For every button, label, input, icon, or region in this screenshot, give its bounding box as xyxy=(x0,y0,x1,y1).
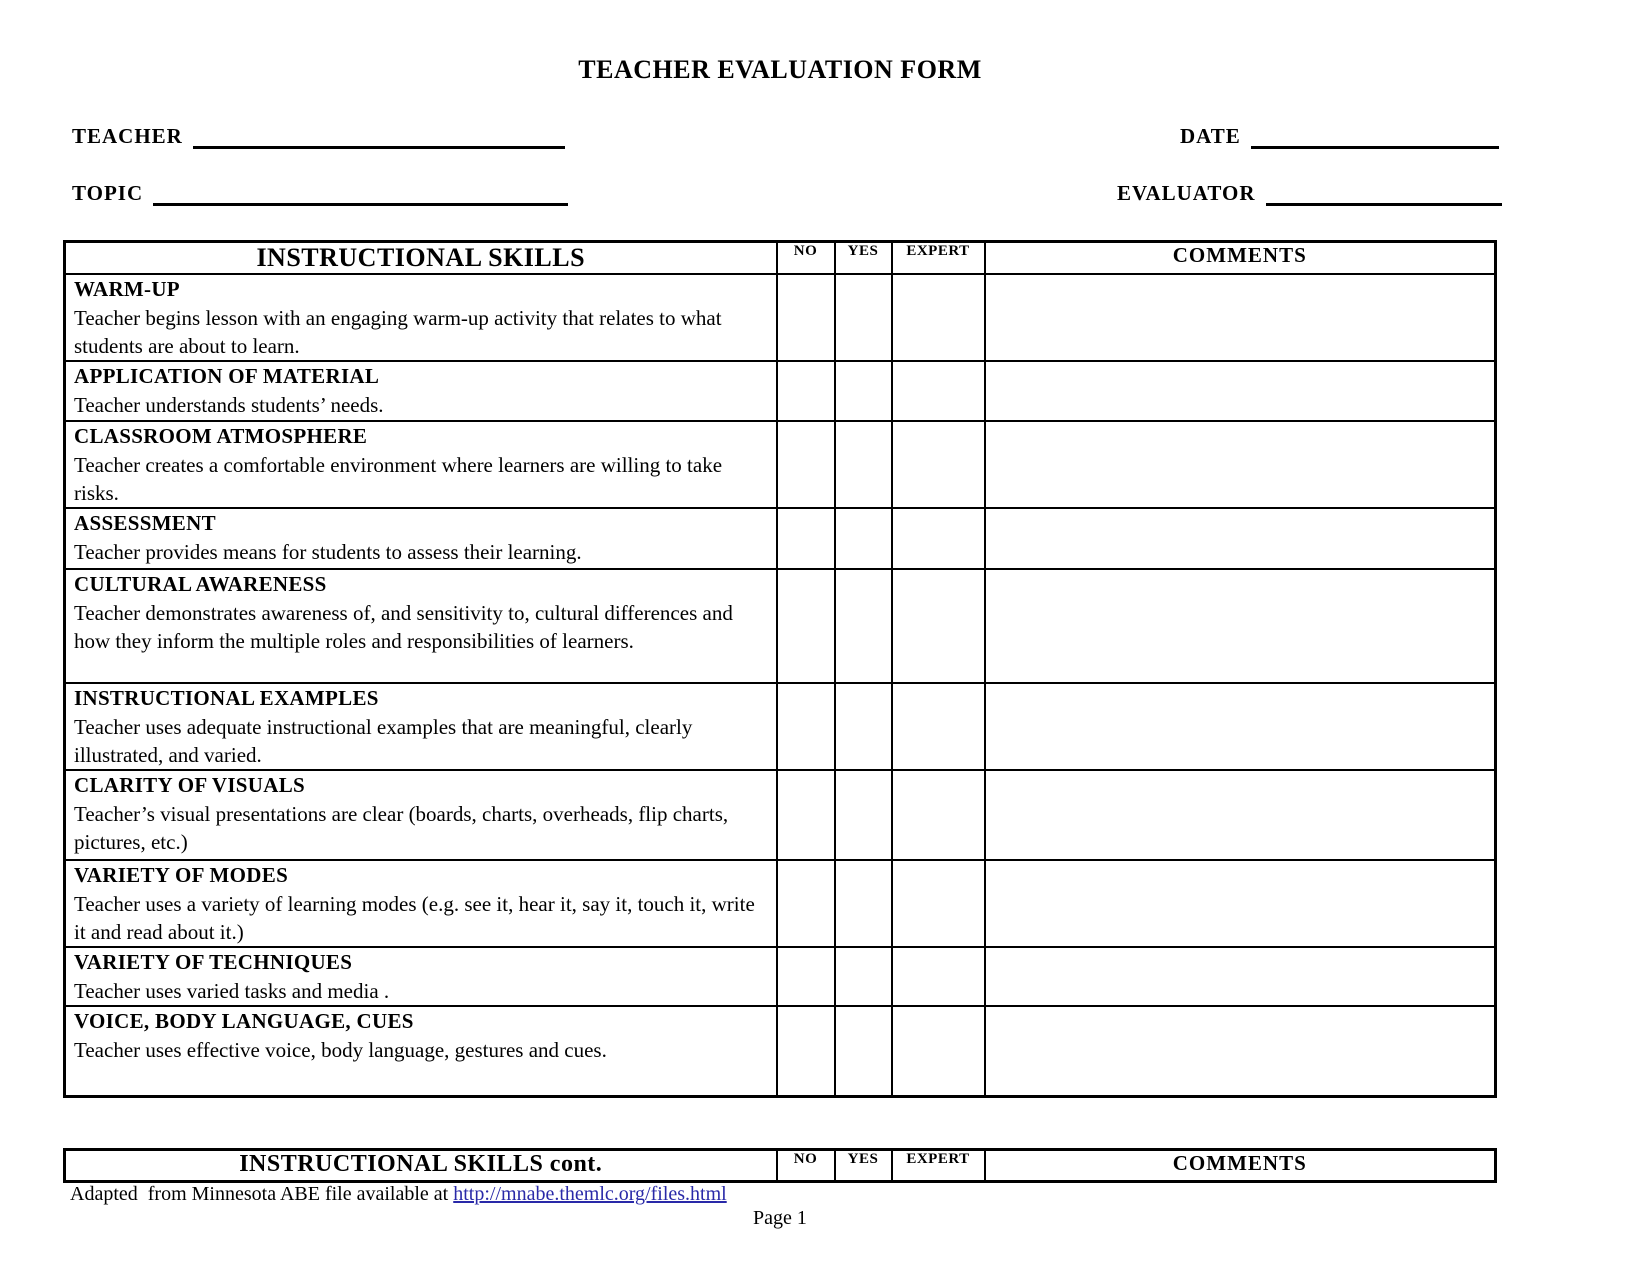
rating-cell-no[interactable] xyxy=(777,274,835,361)
skill-description: Teacher’s visual presentations are clear (boards, charts, overheads, flip charts, pictures, etc.) xyxy=(74,802,729,854)
rating-cell-yes[interactable] xyxy=(835,274,892,361)
skill-description: Teacher provides means for students to assess their learning. xyxy=(74,540,582,564)
skill-title: INSTRUCTIONAL EXAMPLES xyxy=(74,686,379,710)
skill-cell xyxy=(65,569,777,683)
teacher-field-label: TEACHER xyxy=(72,124,183,148)
instructional-skills-cont-table xyxy=(63,1148,1497,1183)
comments-cell[interactable] xyxy=(985,569,1496,683)
skill-cell xyxy=(65,274,777,361)
rating-cell-yes[interactable] xyxy=(835,860,892,947)
table-row xyxy=(65,569,1496,683)
rating-cell-no[interactable] xyxy=(777,947,835,1006)
comments-cell[interactable] xyxy=(985,860,1496,947)
rating-cell-no[interactable] xyxy=(777,421,835,508)
date-field-label: DATE xyxy=(1180,124,1241,148)
skills-header-cell: INSTRUCTIONAL SKILLS xyxy=(65,242,777,275)
skill-title: ASSESSMENT xyxy=(74,511,216,535)
skill-cell xyxy=(65,860,777,947)
yes-header-cell: YES xyxy=(835,242,892,275)
rating-cell-expert[interactable] xyxy=(892,508,985,569)
rating-cell-expert[interactable] xyxy=(892,1006,985,1096)
evaluator-field-line[interactable] xyxy=(1266,179,1502,206)
evaluator-field-label: EVALUATOR xyxy=(1117,181,1256,205)
skill-description: Teacher begins lesson with an engaging warm-up activity that relates to what students are about to learn. xyxy=(74,306,722,358)
table-row xyxy=(65,421,1496,508)
rating-cell-yes[interactable] xyxy=(835,569,892,683)
table-header-row xyxy=(65,242,1496,275)
rating-cell-yes[interactable] xyxy=(835,683,892,770)
rating-cell-no[interactable] xyxy=(777,770,835,860)
skill-cell xyxy=(65,421,777,508)
comments-header-cell: COMMENTS xyxy=(985,242,1496,275)
topic-field-line[interactable] xyxy=(153,179,568,206)
skill-cell xyxy=(65,770,777,860)
rating-cell-yes[interactable] xyxy=(835,508,892,569)
rating-cell-no[interactable] xyxy=(777,569,835,683)
skill-description: Teacher understands students’ needs. xyxy=(74,393,384,417)
rating-cell-expert[interactable] xyxy=(892,770,985,860)
skill-cell xyxy=(65,683,777,770)
topic-field-label: TOPIC xyxy=(72,181,144,205)
rating-cell-yes[interactable] xyxy=(835,947,892,1006)
comments-cell[interactable] xyxy=(985,508,1496,569)
rating-cell-yes[interactable] xyxy=(835,1006,892,1096)
attribution-text xyxy=(70,1183,727,1206)
table-row xyxy=(65,683,1496,770)
skill-description: Teacher demonstrates awareness of, and sensitivity to, cultural differences and how they inform the multiple roles and responsibilities of learners. xyxy=(74,601,733,653)
topic-field xyxy=(72,179,568,206)
skill-title: APPLICATION OF MATERIAL xyxy=(74,364,380,388)
rating-cell-no[interactable] xyxy=(777,683,835,770)
rating-cell-yes[interactable] xyxy=(835,770,892,860)
comments-cell[interactable] xyxy=(985,770,1496,860)
page-number: Page 1 xyxy=(753,1207,807,1229)
table-row xyxy=(65,508,1496,569)
yes-header-cell: YES xyxy=(835,1150,892,1182)
skill-title: CLARITY OF VISUALS xyxy=(74,773,306,797)
rating-cell-no[interactable] xyxy=(777,508,835,569)
date-field-line[interactable] xyxy=(1251,122,1499,149)
skill-description: Teacher creates a comfortable environment where learners are willing to take risks. xyxy=(74,453,723,505)
rating-cell-expert[interactable] xyxy=(892,947,985,1006)
rating-cell-expert[interactable] xyxy=(892,683,985,770)
skill-title: VARIETY OF MODES xyxy=(74,863,289,887)
comments-cell[interactable] xyxy=(985,361,1496,421)
skill-cell xyxy=(65,361,777,421)
rating-cell-expert[interactable] xyxy=(892,361,985,421)
no-header-cell: NO xyxy=(777,242,835,275)
date-field xyxy=(1180,122,1499,149)
rating-cell-no[interactable] xyxy=(777,1006,835,1096)
comments-cell[interactable] xyxy=(985,947,1496,1006)
comments-header-cell: COMMENTS xyxy=(985,1150,1496,1182)
skill-cell xyxy=(65,1006,777,1096)
comments-cell[interactable] xyxy=(985,274,1496,361)
teacher-field xyxy=(72,122,565,149)
comments-cell[interactable] xyxy=(985,683,1496,770)
table-row xyxy=(65,770,1496,860)
skill-title: VARIETY OF TECHNIQUES xyxy=(74,950,353,974)
attribution-prefix: Adapted from Minnesota ABE file available at xyxy=(70,1183,454,1205)
instructional-skills-table xyxy=(63,240,1497,1098)
skill-description: Teacher uses effective voice, body language, gestures and cues. xyxy=(74,1038,607,1062)
skill-cell xyxy=(65,508,777,569)
expert-header-cell: EXPERT xyxy=(892,242,985,275)
skill-description: Teacher uses varied tasks and media . xyxy=(74,979,390,1003)
skill-title: CLASSROOM ATMOSPHERE xyxy=(74,424,368,448)
skill-description: Teacher uses adequate instructional examples that are meaningful, clearly illustrated, and varied. xyxy=(74,715,693,767)
table-row xyxy=(65,947,1496,1006)
skill-description: Teacher uses a variety of learning modes (e.g. see it, hear it, say it, touch it, write it and read about it.) xyxy=(74,892,755,944)
expert-header-cell: EXPERT xyxy=(892,1150,985,1182)
comments-cell[interactable] xyxy=(985,421,1496,508)
skill-title: CULTURAL AWARENESS xyxy=(74,572,327,596)
rating-cell-expert[interactable] xyxy=(892,860,985,947)
skill-title: WARM-UP xyxy=(74,277,180,301)
rating-cell-expert[interactable] xyxy=(892,274,985,361)
rating-cell-yes[interactable] xyxy=(835,421,892,508)
table-row xyxy=(65,1006,1496,1096)
table-row xyxy=(65,361,1496,421)
table-cont-header-row xyxy=(65,1150,1496,1182)
rating-cell-expert[interactable] xyxy=(892,569,985,683)
rating-cell-expert[interactable] xyxy=(892,421,985,508)
skill-title: VOICE, BODY LANGUAGE, CUES xyxy=(74,1009,414,1033)
comments-cell[interactable] xyxy=(985,1006,1496,1096)
table-row xyxy=(65,274,1496,361)
rating-cell-no[interactable] xyxy=(777,860,835,947)
rating-cell-no[interactable] xyxy=(777,361,835,421)
evaluator-field xyxy=(1117,179,1502,206)
teacher-field-line[interactable] xyxy=(193,122,565,149)
skills-cont-header-cell: INSTRUCTIONAL SKILLS cont. xyxy=(65,1150,777,1182)
table-row xyxy=(65,860,1496,947)
rating-cell-yes[interactable] xyxy=(835,361,892,421)
no-header-cell: NO xyxy=(777,1150,835,1182)
attribution-link[interactable]: http://mnabe.themlc.org/files.html xyxy=(453,1183,727,1205)
page-title: TEACHER EVALUATION FORM xyxy=(578,55,982,84)
skill-cell xyxy=(65,947,777,1006)
